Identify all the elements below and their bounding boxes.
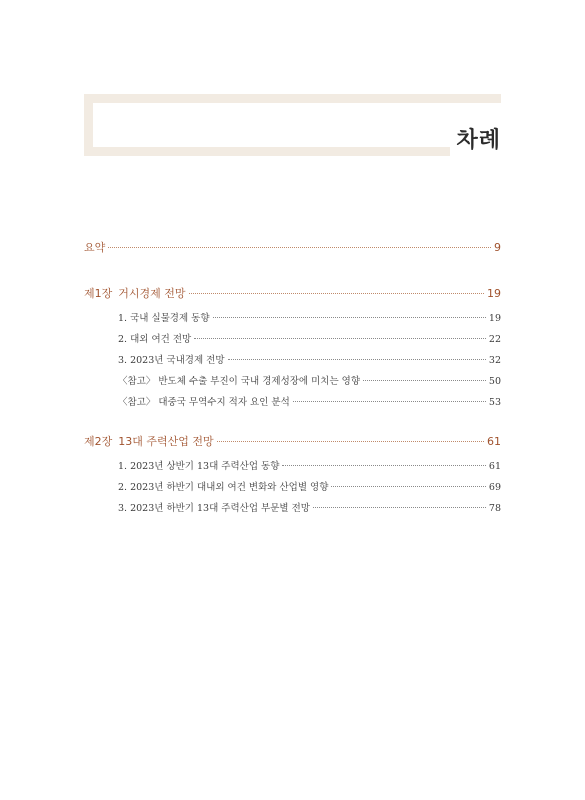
toc-entry-label: 요약 bbox=[84, 241, 106, 254]
toc-item-label: 1. 2023년 상반기 13대 주력산업 동향 bbox=[118, 461, 280, 472]
toc-item[interactable] bbox=[118, 310, 501, 324]
toc-item[interactable] bbox=[118, 479, 501, 493]
toc-page-number: 61 bbox=[487, 435, 501, 448]
toc-item[interactable] bbox=[118, 458, 501, 472]
toc-page-number: 69 bbox=[488, 482, 501, 493]
toc-item-label: 2. 2023년 하반기 대내외 여건 변화와 산업별 영향 bbox=[118, 482, 329, 493]
toc-item-label: 〈참고〉 대중국 무역수지 적자 요인 분석 bbox=[118, 397, 290, 408]
toc-item[interactable] bbox=[118, 500, 501, 514]
title-frame-top-bar bbox=[84, 94, 501, 103]
toc-item-label: 2. 대외 여건 전망 bbox=[118, 334, 192, 345]
toc-item-label: 1. 국내 실물경제 동향 bbox=[118, 313, 210, 324]
leader-dots bbox=[282, 465, 486, 466]
toc-item-label: 3. 2023년 하반기 13대 주력산업 부문별 전망 bbox=[118, 503, 310, 514]
toc-page-number: 9 bbox=[494, 241, 501, 254]
leader-dots bbox=[293, 401, 486, 402]
leader-dots bbox=[228, 359, 486, 360]
toc-page-number: 50 bbox=[488, 376, 501, 387]
chapter-title: 13대 주력산업 전망 bbox=[118, 435, 214, 448]
leader-dots bbox=[331, 486, 486, 487]
title-frame-bottom-bar bbox=[84, 147, 450, 156]
toc-item[interactable] bbox=[118, 394, 501, 408]
toc-page-number: 61 bbox=[488, 461, 501, 472]
title-frame bbox=[84, 94, 501, 156]
leader-dots bbox=[217, 441, 484, 442]
chapter-number: 제2장 bbox=[84, 435, 113, 448]
toc-page-number: 32 bbox=[488, 355, 501, 366]
toc-item-label: 〈참고〉 반도체 수출 부진이 국내 경제성장에 미치는 영향 bbox=[118, 376, 361, 387]
toc-entry-chapter-1[interactable] bbox=[84, 285, 501, 301]
page-title: 차례 bbox=[456, 128, 501, 153]
leader-dots bbox=[363, 380, 486, 381]
toc-item[interactable] bbox=[118, 331, 501, 345]
chapter-title: 거시경제 전망 bbox=[118, 287, 186, 300]
leader-dots bbox=[108, 247, 491, 248]
chapter-number: 제1장 bbox=[84, 287, 113, 300]
toc-entry-summary[interactable] bbox=[84, 239, 501, 255]
toc-page-number: 78 bbox=[488, 503, 501, 514]
toc-page-number: 53 bbox=[488, 397, 501, 408]
toc-page-number: 19 bbox=[488, 313, 501, 324]
toc-page-number: 19 bbox=[487, 287, 501, 300]
toc-item[interactable] bbox=[118, 352, 501, 366]
leader-dots bbox=[189, 293, 484, 294]
leader-dots bbox=[194, 338, 486, 339]
toc-entry-chapter-2[interactable] bbox=[84, 433, 501, 449]
leader-dots bbox=[213, 317, 486, 318]
toc-item[interactable] bbox=[118, 373, 501, 387]
leader-dots bbox=[313, 507, 486, 508]
toc-page-number: 22 bbox=[488, 334, 501, 345]
toc-item-label: 3. 2023년 국내경제 전망 bbox=[118, 355, 225, 366]
